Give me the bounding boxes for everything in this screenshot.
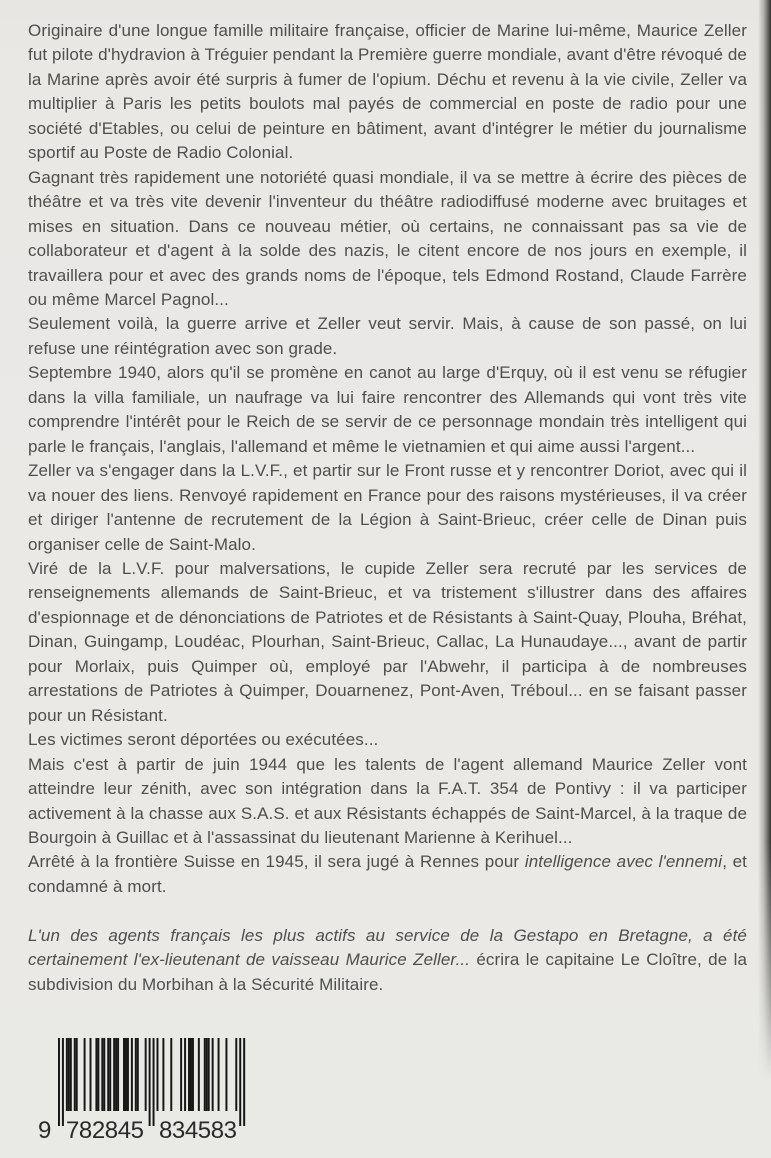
quote-italic-text: L'un des agents français les plus actifs au service de la Gestapo en Bretagne, a été certainement l'ex-lieutenant de vaisseau Maurice Zeller... [28,925,747,970]
verdict-text-end: , et condamné à mort. [28,852,747,896]
paragraph-radio-theatre: Gagnant très rapidement une notoriété quasi mondiale, il va se mettre à écrire des pièces de théâtre et va très vite devenir l'inventeur du théâtre radiodiffusé moderne avec bruitages et mises en situation. Dans ce nouveau métier, où certains, ne connaissant pas sa vie de collaborateur et d'agent à la solde des nazis, le citent encore de nos jours en exemple, il travaillera pour et avec des grands noms de l'époque, tels Edmond Rostand, Claude Farrère ou même Marcel Pagnol... [28,167,747,309]
paragraph-war-refusal: Seulement voilà, la guerre arrive et Zeller veut servir. Mais, à cause de son passé, on lui refuse une réintégration avec son grade. [28,314,747,358]
paragraph-lvf-engagement: Zeller va s'engager dans la L.V.F., et partir sur le Front russe et y rencontrer Doriot, avec qui il va nouer des liens. Renvoyé rapidement en France pour des raisons mystérieuses, il va créer et diriger l'antenne de recrutement de la Légion à Saint-Brieuc, créer celle de Dinan puis organiser celle de Saint-Malo. [28,461,747,554]
paragraph-closing-quote [28,924,747,997]
back-cover-text [28,19,747,997]
quote-attribution: écrira le capitaine Le Cloître, de la subdivision du Morbihan à la Sécurité Militaire. [28,950,747,994]
paragraph-biography-origins: Originaire d'une longue famille militaire française, officier de Marine lui-même, Maurice Zeller fut pilote d'hydravion à Tréguier pendant la Première guerre mondiale, avant d'être révoqué de la Marine après avoir été surpris à fumer de l'opium. Déchu et revenu à la vie civile, Zeller va multiplier à Paris les petits boulots mal payés de commercial en poste de radio pour une société d'Etables, ou celui de peinture en bâtiment, avant d'intégrer le métier du journalisme sportif au Poste de Radio Colonial. [28,21,747,163]
paragraph-verdict [28,850,747,899]
paragraph-abwehr-denunciations: Viré de la L.V.F. pour malversations, le cupide Zeller sera recruté par les services de renseignements allemands de Saint-Brieuc, et va tristement s'illustrer dans des affaires d'espionnage et de dénonciations de Patriotes et de Résistants à Saint-Quay, Plouha, Bréhat, Dinan, Guingamp, Loudéac, Plourhan, Saint-Brieuc, Callac, La Hunaudaye..., avant de partir pour Morlaix, puis Quimper où, employé par l'Abwehr, il participa à de nombreuses arrestations de Patriotes à Quimper, Douarnenez, Pont-Aven, Tréboul... en se faisant passer pour un Résistant. [28,558,747,725]
verdict-text-start: Arrêté à la frontière Suisse en 1945, il sera jugé à Rennes pour [28,852,525,872]
paragraph-victims: Les victimes seront déportées ou exécutées... [28,730,379,750]
paragraph-september-1940: Septembre 1940, alors qu'il se promène en canot au large d'Erquy, où il est venu se réfugier dans la villa familiale, un naufrage va lui faire rencontrer des Allemands qui vont très vite comprendre l'intérêt pour le Reich de se servir de ce personnage mondain très intelligent qui parle le français, l'anglais, l'allemand et même le vietnamien et qui aime aussi l'argent... [28,363,747,456]
svg-text:834583: 834583 [159,1117,237,1142]
paragraph-june-1944: Mais c'est à partir de juin 1944 que les talents de l'agent allemand Maurice Zeller vont atteindre leur zénith, avec son intégration dans la F.A.T. 354 de Pontivy : il va participer activement à la chasse aux S.A.S. et aux Résistants échappés de Saint-Marcel, à la traque de Bourgoin à Guillac et à l'assassinat du lieutenant Marienne à Kerihuel... [28,754,747,847]
verdict-charge-italic: intelligence avec l'ennemi [524,852,723,872]
svg-text:782845: 782845 [66,1117,144,1142]
barcode [36,1038,250,1142]
ean13-barcode [36,1038,250,1142]
scan-edge-shadow [758,0,771,1080]
svg-text:9: 9 [38,1117,52,1142]
